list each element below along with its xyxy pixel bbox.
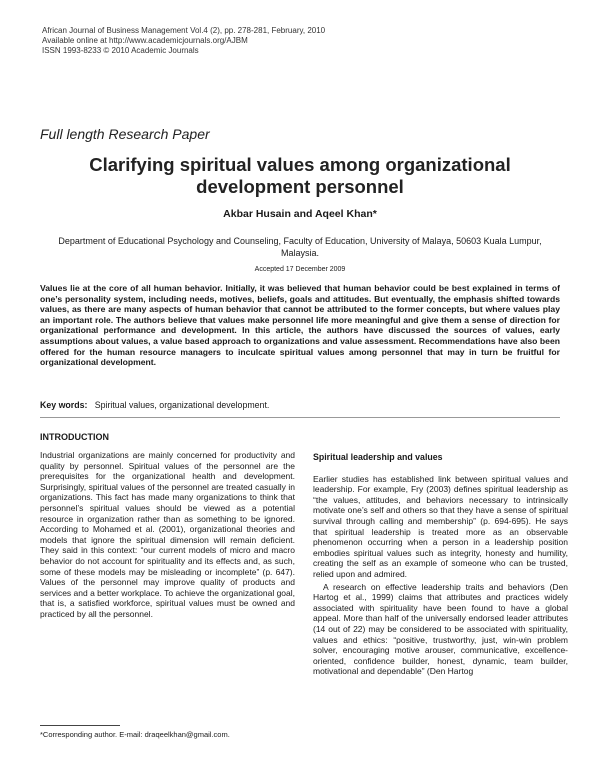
introduction-heading: INTRODUCTION — [40, 432, 109, 442]
keywords — [40, 400, 560, 410]
spiritual-leadership-heading: Spiritual leadership and values — [313, 452, 443, 462]
right-column — [313, 452, 568, 677]
keywords-label: Key words: — [40, 400, 88, 410]
abstract: Values lie at the core of all human behavior. Initially, it was believed that human behavior could be best explained in terms of one’s personality system, including needs, motives, beliefs, goals and attitudes. But eventually, the emphasis shifted towards values, as there are many aspects of human behavior that cannot be attributed to the former concepts, but where values play an important role. The authors believe that values make personnel life more meaningful and give them a sense of direction for organizational performance and development. In this article, the authors have discussed the sources of values, early assumptions about values, a value based approach to organizations and value assessment. Recommendations have also been offered for the human resource managers to inculcate spiritual values among personnel that may in turn be fruitful for organizational development. — [40, 283, 560, 368]
footnote-divider — [40, 725, 120, 726]
corresponding-author-footnote: *Corresponding author. E-mail: draqeelkhan@gmail.com. — [40, 730, 230, 739]
paper-title: Clarifying spiritual values among organizational development personnel — [89, 154, 511, 197]
section-divider — [40, 417, 560, 418]
keywords-text: Spiritual values, organizational development. — [94, 400, 270, 410]
spiritual-leadership-paragraph-1: Earlier studies has established link between spiritual values and leadership. For example, Fry (2003) defines spiritual leadership as “the values, attitudes, and behaviors necessary to intrinsically motivate one’s self and others so that they have a sense of spiritual survival through calling and membership” (p. 694-695). He says that spiritual leadership is treated more as an observable phenomenon occurring when a person in a leadership position embodies spiritual values such as integrity, honesty and humility, creating the self as an example of someone who can be trusted, relied upon and admired. — [313, 473, 568, 579]
accepted-date: Accepted 17 December 2009 — [254, 266, 346, 273]
authors: Akbar Husain and Aqeel Khan* — [223, 208, 377, 220]
affiliation: Department of Educational Psychology and Counseling, Faculty of Education, University of Malaya, 50603 Kuala Lumpur, Malaysia. — [58, 236, 542, 258]
spiritual-leadership-paragraph-2: A research on effective leadership traits and behaviors (Den Hartog et al., 1999) claims that attributes and practices widely associated with spirituality have been found to have a global appeal. More than half of the universally endorsed leader attributes (14 out of 22) may be considered to be associated with spirituality, values and ethics: “positive, trustworthy, just, win-win problem solver, encouraging motive arouser, communicative, excellence-oriented, confidence builder, honest, dynamic, team builder, motivational and dependable” (Den Hartog — [313, 581, 568, 677]
journal-header — [42, 26, 325, 56]
introduction-paragraph: Industrial organizations are mainly concerned for productivity and quality by personnel. Spiritual values of the personnel are the prerequisites for the organizational health and development. Surprisingly, spiritual values of the personnel are treated casually in organizations. This fact has made many organizations to think that personnel’s spiritual values should be viewed as a potential resource in organization rather than as something to be ignored. According to Mohamed et al. (2001), organizational theories and models that ignore the spiritual dimension will remain deficient. They said in this context: “our current models of micro and macro behavior do not account for spirituality and its effects and, as such, some of these models may be misleading or incomplete” (p. 647). Values of the personnel may improve quality of products and services and a better workplace. To achieve the organizational goal, that is, a satisfied workforce, spiritual values must be owned and practiced by all the personnel. — [40, 450, 295, 619]
journal-citation: African Journal of Business Management Vol.4 (2), pp. 278-281, February, 2010 — [42, 26, 326, 35]
paper-type: Full length Research Paper — [40, 126, 210, 142]
left-column — [40, 450, 295, 620]
journal-url: Available online at http://www.academicjournals.org/AJBM — [42, 36, 248, 45]
journal-issn: ISSN 1993-8233 © 2010 Academic Journals — [42, 46, 199, 55]
